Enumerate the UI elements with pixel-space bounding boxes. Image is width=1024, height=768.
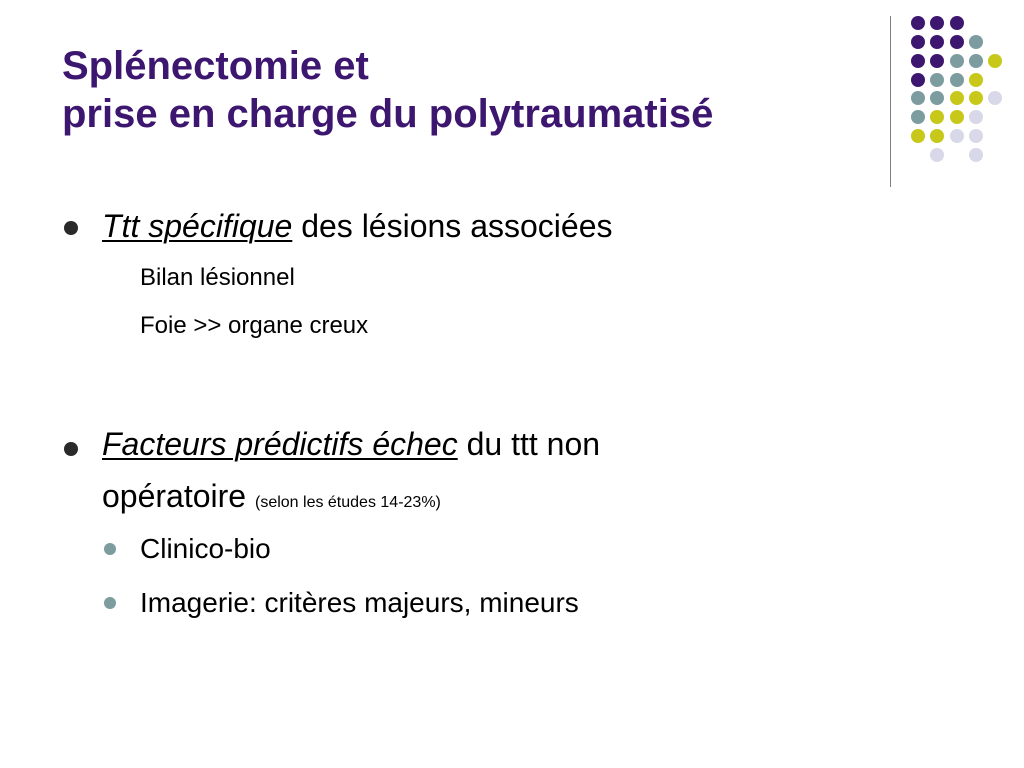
bullet-2-subitem-2: Imagerie: critères majeurs, mineurs xyxy=(140,587,579,618)
bullet-2 xyxy=(102,425,600,463)
sub-bullet-marker xyxy=(104,543,116,555)
bullet-2-note: (selon les études 14-23%) xyxy=(254,494,441,511)
bullet-1-emphasis: Ttt spécifique xyxy=(102,208,293,244)
bullet-2-emphasis: Facteurs prédictifs échec xyxy=(102,426,458,462)
sub-bullet-marker xyxy=(104,597,116,609)
bullet-1-text: des lésions associées xyxy=(292,208,613,244)
bullet-marker xyxy=(64,442,78,456)
slide-title-line-1: Splénectomie et xyxy=(62,44,369,88)
bullet-2-continuation-text: opératoire xyxy=(102,478,255,514)
bullet-2-text: du ttt non xyxy=(457,426,601,462)
slide-title-line-2: prise en charge du polytraumatisé xyxy=(62,92,714,136)
bullet-1-subitem-1: Bilan lésionnel xyxy=(140,264,295,291)
bullet-1-subitem-2: Foie >> organe creux xyxy=(140,312,369,339)
bullet-1 xyxy=(102,207,612,245)
bullet-2-subitem-1: Clinico-bio xyxy=(140,533,271,564)
bullet-marker xyxy=(64,221,78,235)
bullet-2-continuation xyxy=(102,477,441,522)
